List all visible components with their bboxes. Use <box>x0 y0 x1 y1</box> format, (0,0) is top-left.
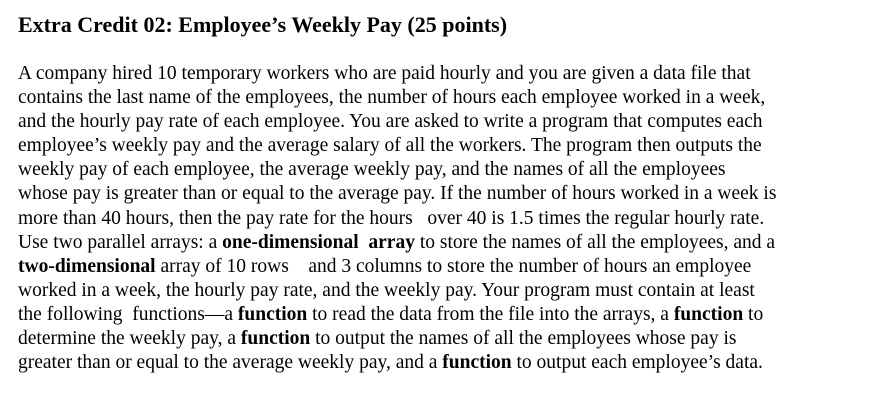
text-run: Use two parallel arrays: a <box>18 231 223 253</box>
text-run: to store the names of all the employees, and a <box>414 231 776 253</box>
text-run: whose pay is greater than or equal to the average pay. If the number of hours worked in a week is <box>18 183 777 205</box>
emphasized-term: one-dimensional array <box>222 231 415 253</box>
text-run: worked in a week, the hourly pay rate, and the weekly pay. Your program must contain at least <box>18 279 755 301</box>
paragraph-line <box>18 327 868 351</box>
paragraph-line <box>18 86 868 110</box>
text-run: more than 40 hours, then the pay rate for the hours over 40 is 1.5 times the regular hourly rate. <box>18 207 765 229</box>
paragraph-line <box>18 182 868 206</box>
paragraph-line <box>18 303 868 327</box>
text-run: A company hired 10 temporary workers who are paid hourly and you are given a data file that <box>18 63 751 84</box>
paragraph-line <box>18 231 868 255</box>
text-run: to <box>743 303 764 325</box>
text-run: to output the names of all the employees whose pay is <box>310 328 737 350</box>
emphasized-term: function <box>240 328 311 350</box>
text-run: employee’s weekly pay and the average salary of all the workers. The program then outputs the <box>18 135 762 157</box>
text-run: to read the data from the file into the arrays, a <box>307 303 674 325</box>
paragraph-line <box>18 134 868 158</box>
paragraph-line <box>18 255 868 279</box>
text-run: determine the weekly pay, a <box>18 328 241 350</box>
text-run: the following functions—a <box>18 303 238 325</box>
emphasized-term: function <box>442 352 512 374</box>
paragraph-line <box>18 158 868 182</box>
text-run: greater than or equal to the average weekly pay, and a <box>18 352 443 374</box>
paragraph-line <box>18 110 868 134</box>
assignment-description <box>18 62 868 375</box>
text-run: array of 10 rows and 3 columns to store the number of hours an employee <box>155 255 752 277</box>
text-run: and the hourly pay rate of each employee. You are asked to write a program that computes each <box>18 111 763 133</box>
emphasized-term: two-dimensional <box>18 255 156 277</box>
emphasized-term: function <box>237 303 308 325</box>
paragraph-line <box>18 279 868 303</box>
text-run: weekly pay of each employee, the average weekly pay, and the names of all the employees <box>18 159 726 181</box>
emphasized-term: function <box>673 303 744 325</box>
paragraph-line <box>18 62 868 86</box>
paragraph-line <box>18 207 868 231</box>
text-run: to output each employee’s data. <box>511 352 763 374</box>
text-run: contains the last name of the employees, the number of hours each employee worked in a week, <box>18 87 766 109</box>
page-title: Extra Credit 02: Employee’s Weekly Pay (25 points) <box>18 12 508 37</box>
paragraph-line <box>18 351 868 375</box>
